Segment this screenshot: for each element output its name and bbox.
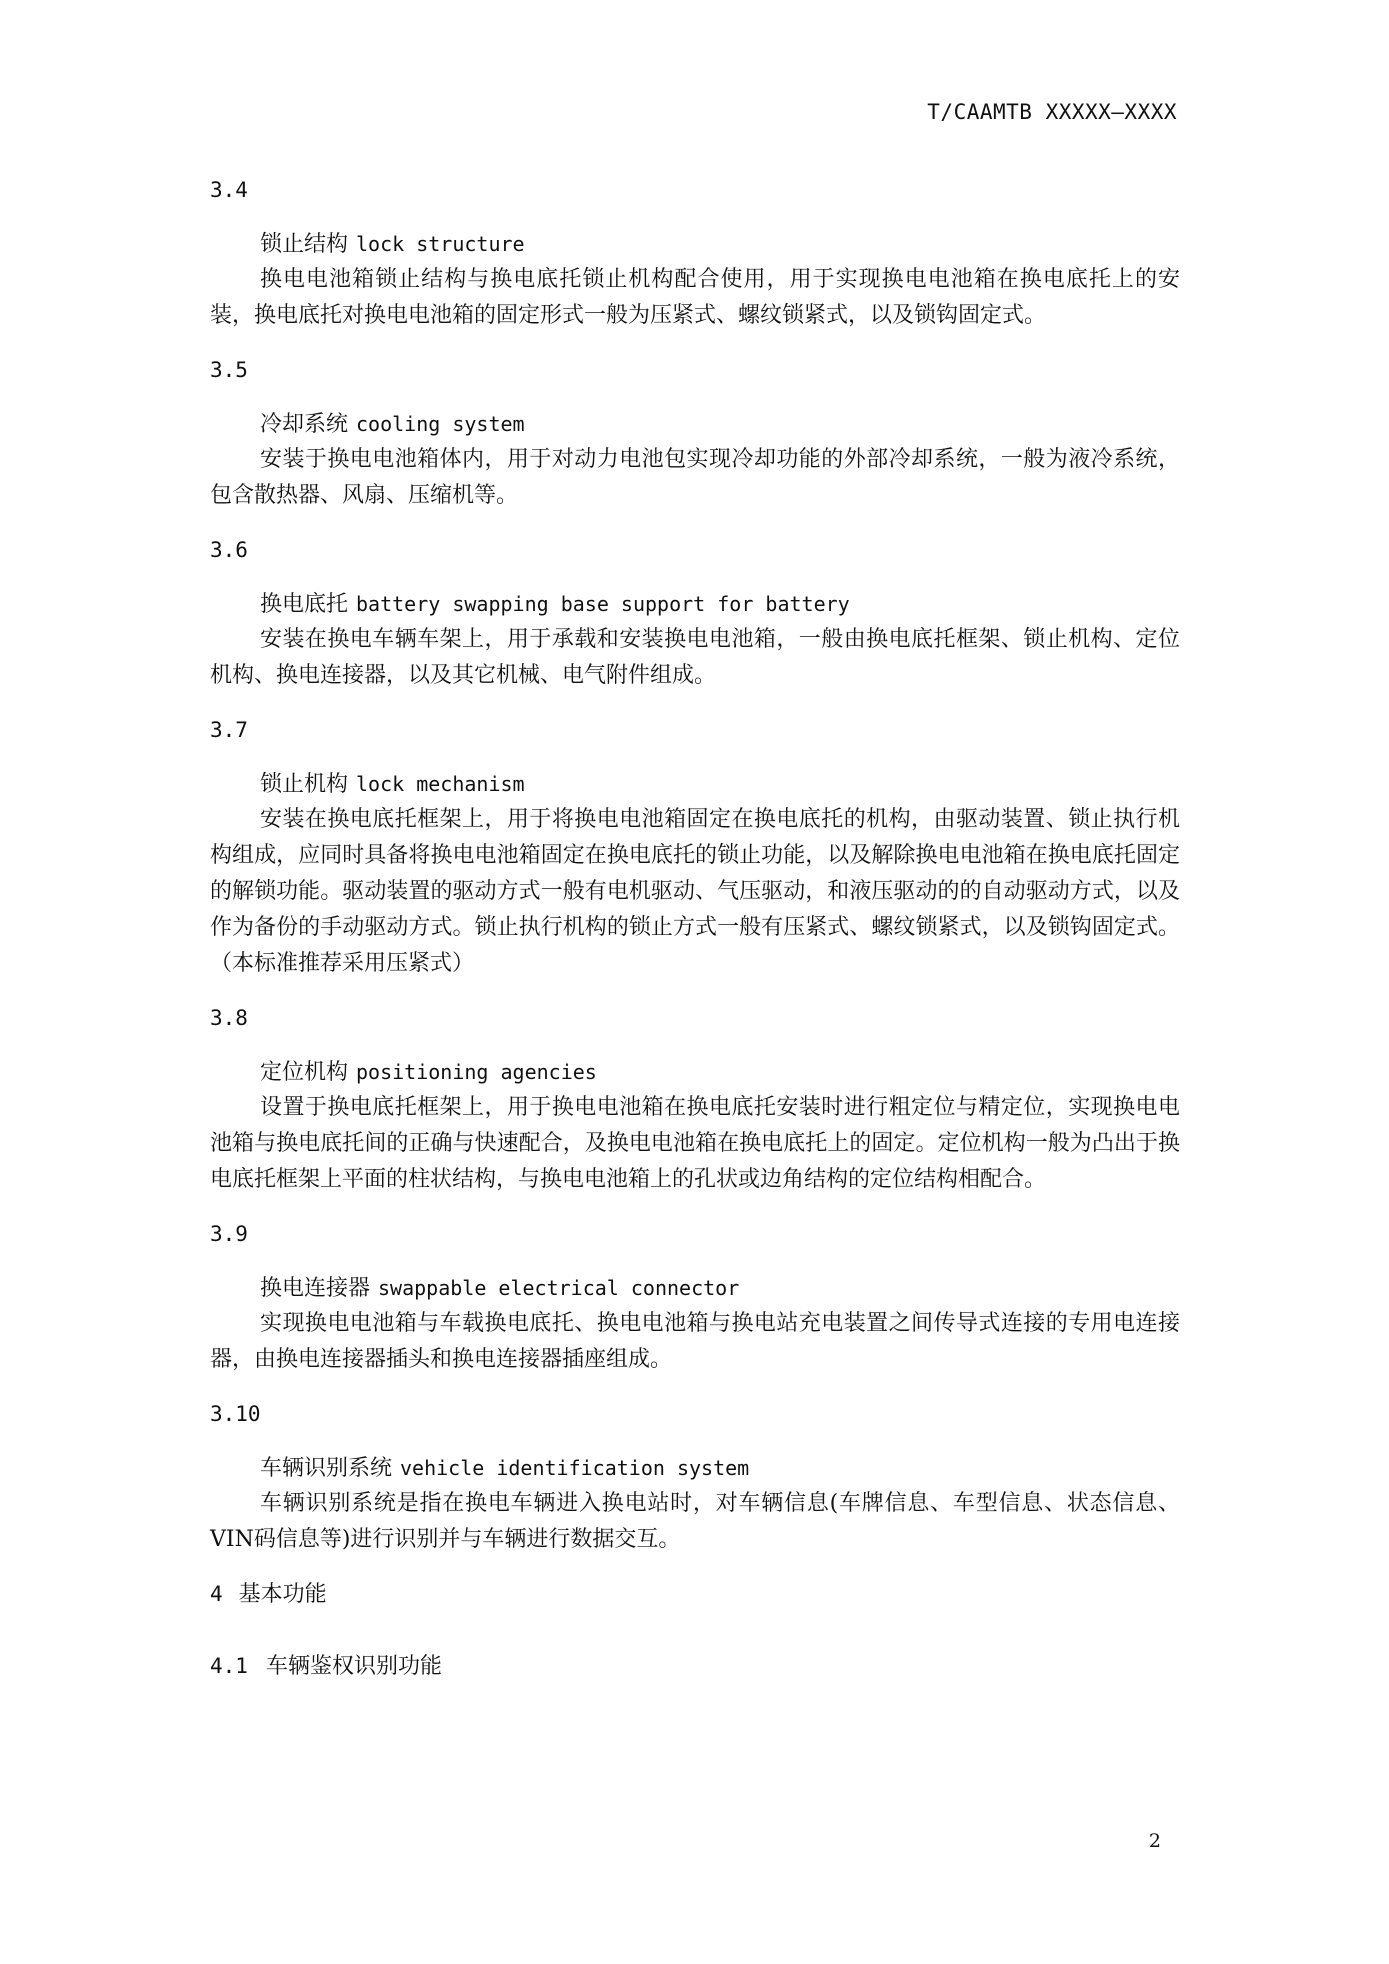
term-english: vehicle identification system [400, 1456, 750, 1480]
document-code: T/CAAMTB XXXXX—XXXX [927, 100, 1177, 124]
clause-number: 3.4 [210, 178, 248, 202]
term-heading [260, 226, 1180, 262]
term-heading [260, 1270, 1180, 1306]
clause-number: 3.8 [210, 1006, 248, 1030]
term-definition: 设置于换电底托框架上，用于换电电池箱在换电底托安装时进行粗定位与精定位，实现换电电池箱与换电底托间的正确与快速配合，及换电电池箱在换电底托上的固定。定位机构一般为凸出于换电底托框架上平面的柱状结构，与换电电池箱上的孔状或边角结构的定位结构相配合。 [210, 1095, 1180, 1192]
term-chinese: 定位机构 [260, 1060, 349, 1085]
term-english: positioning agencies [356, 1060, 597, 1084]
term-definition: 车辆识别系统是指在换电车辆进入换电站时，对车辆信息(车牌信息、车型信息、状态信息、VIN码信息等)进行识别并与车辆进行数据交互。 [210, 1491, 1180, 1552]
clause-number: 3.5 [210, 358, 248, 382]
clause-number: 3.10 [210, 1402, 261, 1426]
term-english: swappable electrical connector [378, 1276, 740, 1300]
subsection-title: 车辆鉴权识别功能 [265, 1654, 442, 1679]
section-number: 4 [210, 1582, 223, 1606]
clause-3-7 [210, 712, 1180, 982]
clause-number: 3.7 [210, 718, 248, 742]
clause-number: 3.6 [210, 538, 248, 562]
term-heading [260, 586, 1180, 622]
section-heading [210, 1576, 1180, 1612]
subsection-heading [210, 1648, 1180, 1684]
term-heading [260, 766, 1180, 802]
term-chinese: 换电连接器 [260, 1276, 371, 1301]
clause-3-8 [210, 1000, 1180, 1198]
clause-3-10 [210, 1396, 1180, 1558]
clause-3-6 [210, 532, 1180, 694]
clause-3-9 [210, 1216, 1180, 1378]
subsection-number: 4.1 [210, 1654, 248, 1678]
term-definition: 安装于换电电池箱体内，用于对动力电池包实现冷却功能的外部冷却系统，一般为液冷系统，包含散热器、风扇、压缩机等。 [210, 447, 1180, 508]
term-definition: 实现换电电池箱与车载换电底托、换电电池箱与换电站充电装置之间传导式连接的专用电连接器，由换电连接器插头和换电连接器插座组成。 [210, 1311, 1180, 1372]
term-heading [260, 1450, 1180, 1486]
term-chinese: 锁止结构 [260, 232, 349, 257]
term-heading [260, 406, 1180, 442]
term-chinese: 冷却系统 [260, 412, 349, 437]
term-chinese: 锁止机构 [260, 772, 349, 797]
clause-3-4 [210, 172, 1180, 334]
term-definition: 换电电池箱锁止结构与换电底托锁止机构配合使用，用于实现换电电池箱在换电底托上的安装，换电底托对换电电池箱的固定形式一般为压紧式、螺纹锁紧式，以及锁钩固定式。 [210, 267, 1180, 328]
document-body [210, 172, 1180, 1684]
term-chinese: 车辆识别系统 [260, 1456, 393, 1481]
term-chinese: 换电底托 [260, 592, 349, 617]
term-definition: 安装在换电底托框架上，用于将换电电池箱固定在换电底托的机构，由驱动装置、锁止执行机构组成，应同时具备将换电电池箱固定在换电底托的锁止功能，以及解除换电电池箱在换电底托固定的解锁功能。驱动装置的驱动方式一般有电机驱动、气压驱动，和液压驱动的的自动驱动方式，以及作为备份的手动驱动方式。锁止执行机构的锁止方式一般有压紧式、螺纹锁紧式，以及锁钩固定式。（本标准推荐采用压紧式） [210, 807, 1180, 976]
page-number: 2 [1148, 1830, 1161, 1852]
term-english: lock mechanism [356, 772, 525, 796]
term-english: lock structure [356, 232, 525, 256]
term-english: cooling system [356, 412, 525, 436]
clause-3-5 [210, 352, 1180, 514]
clause-number: 3.9 [210, 1222, 248, 1246]
section-title: 基本功能 [238, 1582, 327, 1607]
term-heading [260, 1054, 1180, 1090]
term-english: battery swapping base support for battery [356, 592, 850, 616]
term-definition: 安装在换电车辆车架上，用于承载和安装换电电池箱，一般由换电底托框架、锁止机构、定位机构、换电连接器，以及其它机械、电气附件组成。 [210, 627, 1180, 688]
